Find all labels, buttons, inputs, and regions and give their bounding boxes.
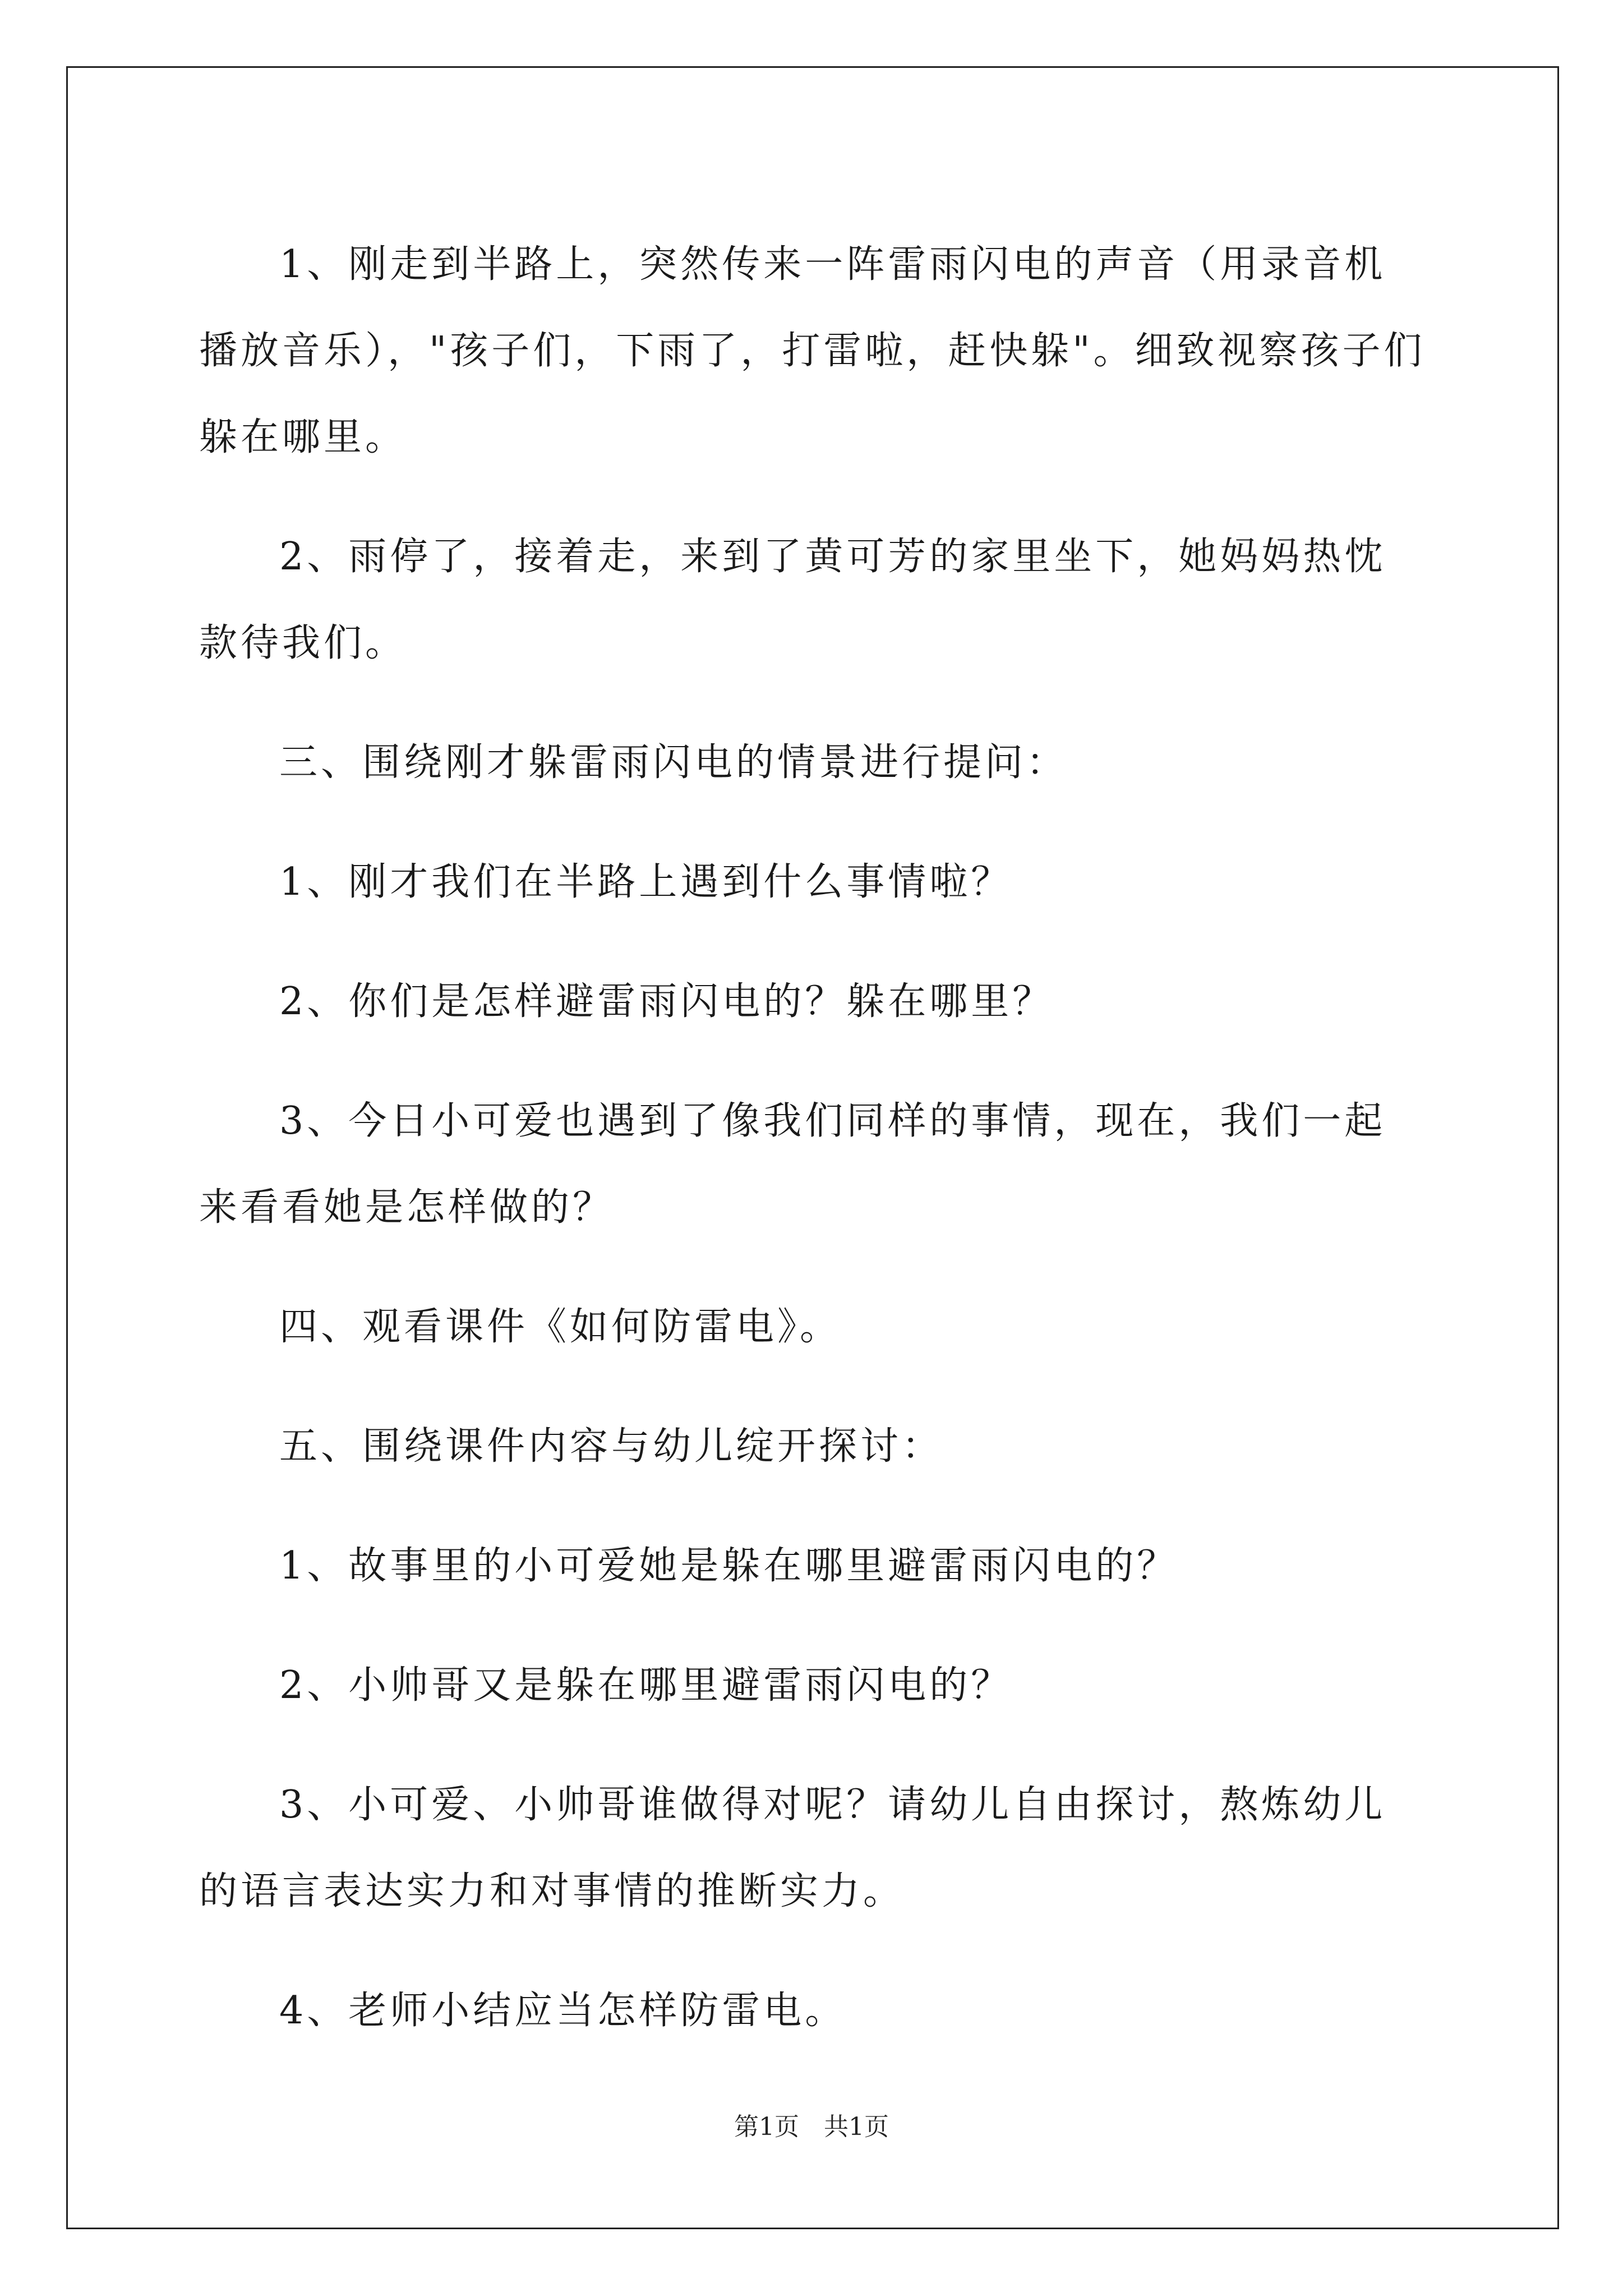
paragraph-step-1-thunder: 1、刚走到半路上，突然传来一阵雷雨闪电的声音（用录音机播放音乐），"孩子们，下雨了，打雷啦，赶快躲"。细致视察孩子们躲在哪里。: [199, 242, 1426, 459]
paragraph-step-2-rain-stops: 2、雨停了，接着走，来到了黄可芳的家里坐下，她妈妈热忱款待我们。: [199, 535, 1386, 665]
question-1: 1、刚才我们在半路上遇到什么事情啦？: [279, 860, 1013, 904]
section-heading-4: 四、观看课件《如何防雷电》。: [279, 1305, 842, 1349]
document-body: [199, 222, 1427, 2087]
question-3: 3、今日小可爱也遇到了像我们同样的事情，现在，我们一起来看看她是怎样做的？: [199, 1099, 1386, 1230]
question-2: 2、你们是怎样避雷雨闪电的？躲在哪里？: [279, 979, 1054, 1024]
section-heading-5: 五、围绕课件内容与幼儿绽开探讨：: [279, 1424, 944, 1469]
discussion-2: 2、小帅哥又是躲在哪里避雷雨闪电的？: [279, 1663, 1013, 1708]
discussion-3: 3、小可爱、小帅哥谁做得对呢？请幼儿自由探讨，熬炼幼儿的语言表达实力和对事情的推断实力。: [199, 1783, 1386, 1913]
discussion-4: 4、老师小结应当怎样防雷电。: [279, 1989, 847, 2033]
discussion-1: 1、故事里的小可爱她是躲在哪里避雷雨闪电的？: [279, 1544, 1179, 1588]
page-number: 第1页 共1页: [734, 2113, 889, 2141]
section-heading-3: 三、围绕刚才躲雷雨闪电的情景进行提问：: [279, 740, 1068, 785]
